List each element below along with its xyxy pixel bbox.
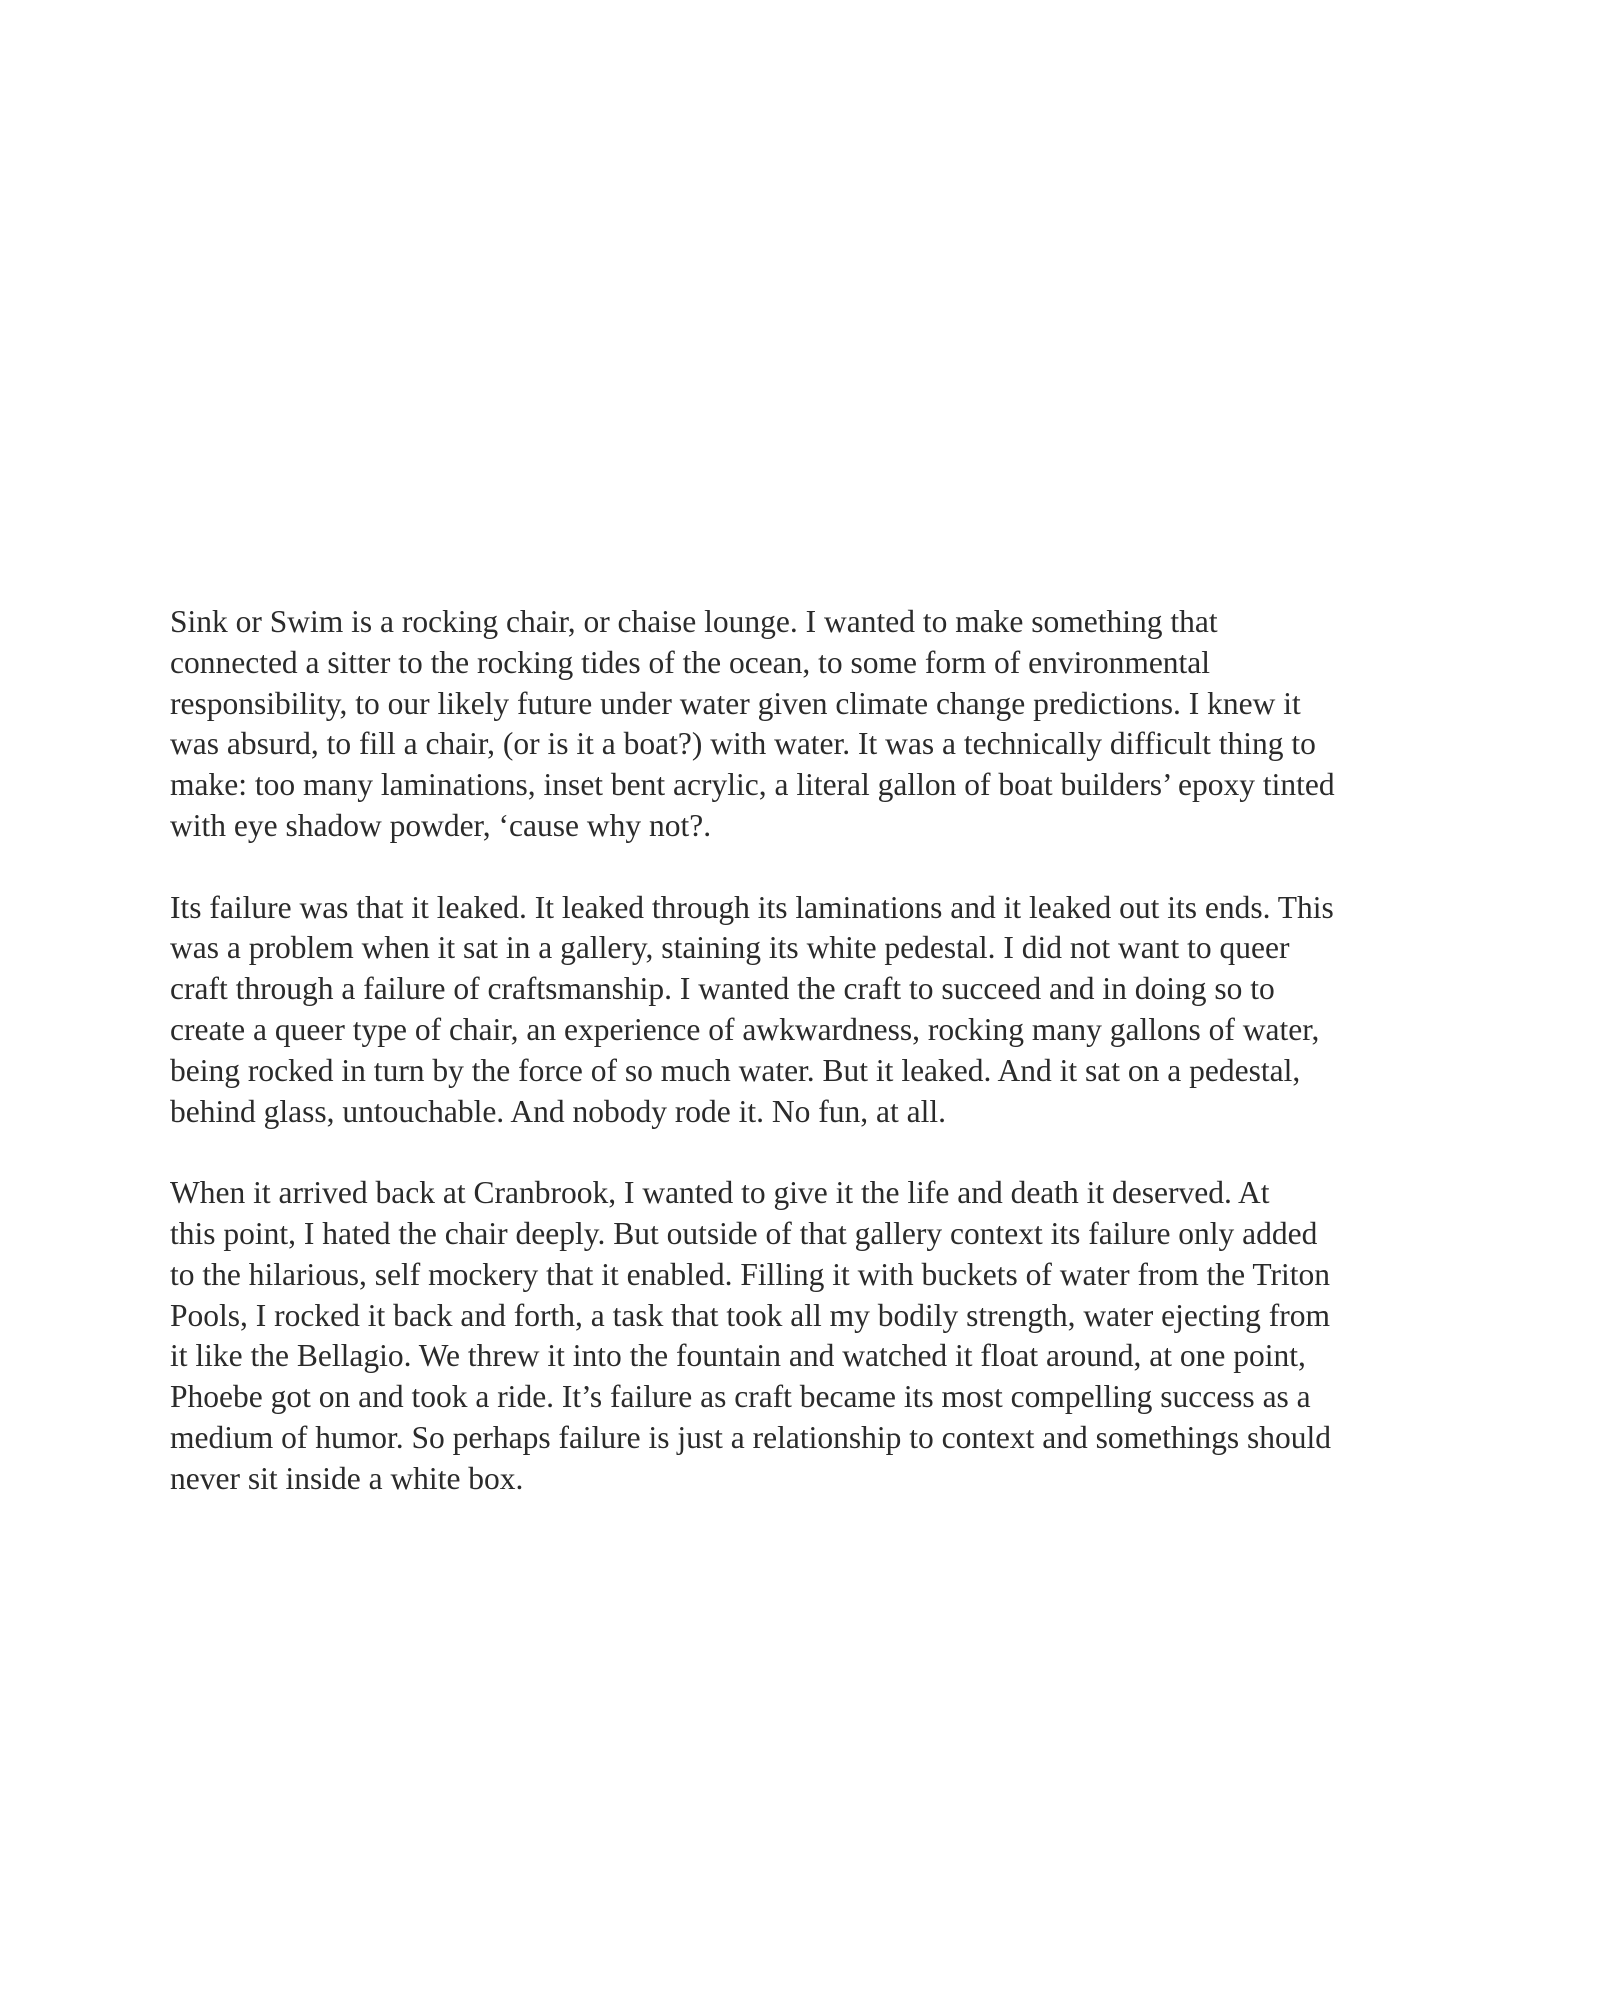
text-line: with eye shadow powder, ‘cause why not?. [170, 807, 712, 843]
text-line: behind glass, untouchable. And nobody rode it. No fun, at all. [170, 1093, 946, 1129]
text-line: connected a sitter to the rocking tides of the ocean, to some form of environmental [170, 644, 1211, 680]
text-line: craft through a failure of craftsmanship. I wanted the craft to succeed and in doing so to [170, 971, 1275, 1007]
paragraph-cranbrook [170, 1173, 1470, 1499]
text-line: was absurd, to fill a chair, (or is it a boat?) with water. It was a technically difficult thing to [170, 726, 1316, 762]
text-line: Its failure was that it leaked. It leaked through its laminations and it leaked out its ends. This [170, 889, 1334, 925]
text-line: responsibility, to our likely future under water given climate change predictions. I knew it [170, 685, 1301, 721]
text-line: it like the Bellagio. We threw it into the fountain and watched it float around, at one point, [170, 1338, 1306, 1374]
text-line: being rocked in turn by the force of so much water. But it leaked. And it sat on a pedestal, [170, 1052, 1301, 1088]
text-line: create a queer type of chair, an experience of awkwardness, rocking many gallons of water, [170, 1011, 1320, 1047]
body-text [170, 602, 1470, 1540]
text-line: Pools, I rocked it back and forth, a task that took all my bodily strength, water ejecting from [170, 1297, 1330, 1333]
text-line: never sit inside a white box. [170, 1460, 524, 1496]
text-line: make: too many laminations, inset bent acrylic, a literal gallon of boat builders’ epoxy tinted [170, 767, 1335, 803]
text-line: Sink or Swim is a rocking chair, or chaise lounge. I wanted to make something that [170, 604, 1218, 639]
text-line: to the hilarious, self mockery that it enabled. Filling it with buckets of water from the Triton [170, 1256, 1331, 1292]
text-line: Phoebe got on and took a ride. It’s failure as craft became its most compelling success as a [170, 1379, 1311, 1415]
text-line: this point, I hated the chair deeply. But outside of that gallery context its failure only added [170, 1215, 1318, 1251]
text-line: was a problem when it sat in a gallery, staining its white pedestal. I did not want to queer [170, 930, 1290, 966]
paragraph-failure [170, 888, 1470, 1133]
text-line: When it arrived back at Cranbrook, I wanted to give it the life and death it deserved. At [170, 1175, 1270, 1211]
text-line: medium of humor. So perhaps failure is just a relationship to context and somethings should [170, 1419, 1331, 1455]
paragraph-sink-or-swim [170, 602, 1470, 847]
